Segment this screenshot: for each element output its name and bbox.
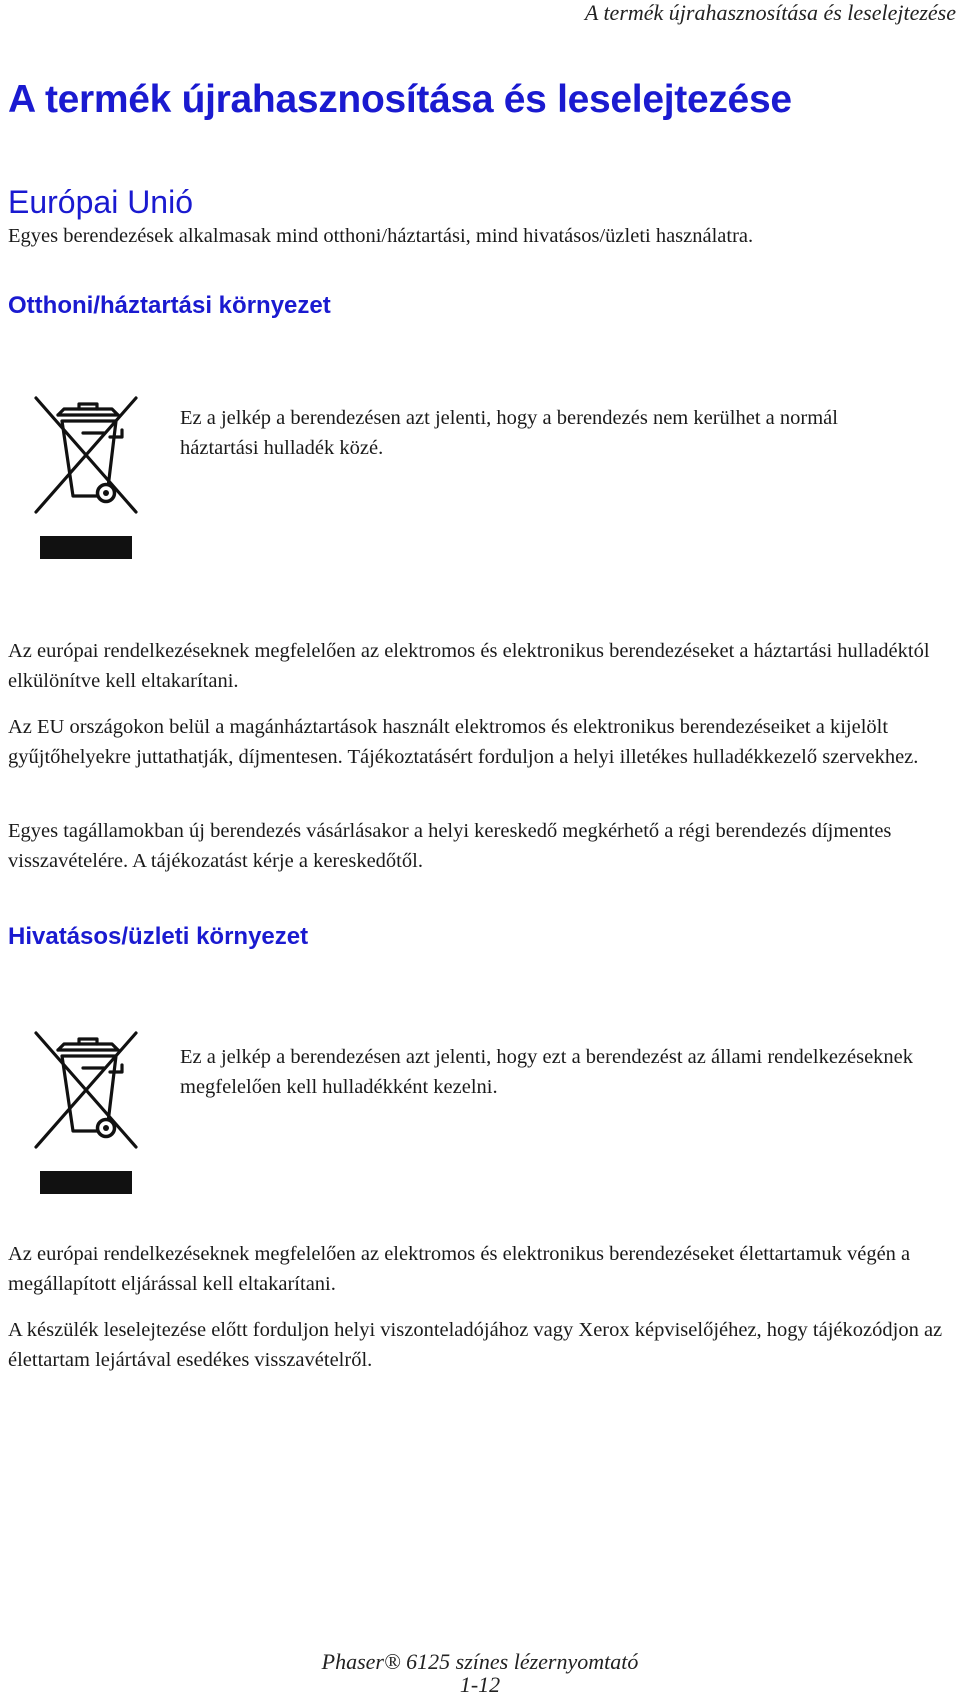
running-header: A termék újrahasznosítása és leselejtezése — [584, 0, 956, 25]
page-title: A termék újrahasznosítása és leselejtezése — [8, 78, 792, 121]
home-symbol-text: Ez a jelkép a berendezésen azt jelenti, hogy a berendezés nem kerülhet a normál háztartási hulladék közé. — [180, 407, 838, 459]
business-paragraph-2: A készülék leselejtezése előtt forduljon helyi viszonteladójához vagy Xerox képviselőjéhez, hogy tájékozódjon az élettartam lejártával esedékes visszavételről. — [8, 1319, 943, 1371]
business-symbol-text: Ez a jelkép a berendezésen azt jelenti, hogy ezt a berendezést az állami rendelkezéseknek megfelelően kell hulladékként kezelni. — [180, 1046, 914, 1098]
business-heading: Hivatásos/üzleti környezet — [8, 923, 309, 950]
home-paragraph-3: Egyes tagállamokban új berendezés vásárlásakor a helyi kereskedő megkérhető a régi berendezés díjmentes visszavételére. A tájékozatást kérje a kereskedőtől. — [8, 820, 892, 872]
section-title: Európai Unió — [8, 184, 193, 220]
home-paragraph-2: Az EU országokon belül a magánháztartások használt elektromos és elektronikus berendezéseiket a kijelölt gyűjtőhelyekre juttathatják, díjmentesen. Tájékoztatásért forduljon a helyi illetékes hulladékkezelő szervekhez. — [8, 716, 919, 768]
crossed-out-wheeled-bin-icon — [34, 390, 140, 565]
crossed-out-wheeled-bin-icon — [34, 1025, 140, 1200]
home-paragraph-1: Az európai rendelkezéseknek megfelelően az elektromos és elektronikus berendezéseket a háztartási hulladéktól elkülönítve kell eltakarítani. — [8, 640, 930, 692]
business-paragraph-1: Az európai rendelkezéseknek megfelelően az elektromos és elektronikus berendezéseket élettartamuk végén a megállapított eljárással kell eltakarítani. — [8, 1243, 911, 1295]
home-heading: Otthoni/háztartási környezet — [8, 292, 331, 319]
intro-paragraph: Egyes berendezések alkalmasak mind otthoni/háztartási, mind hivatásos/üzleti használatra. — [8, 225, 754, 247]
footer-page-number: 1-12 — [459, 1672, 501, 1697]
footer-product: Phaser® 6125 színes lézernyomtató — [321, 1649, 639, 1674]
